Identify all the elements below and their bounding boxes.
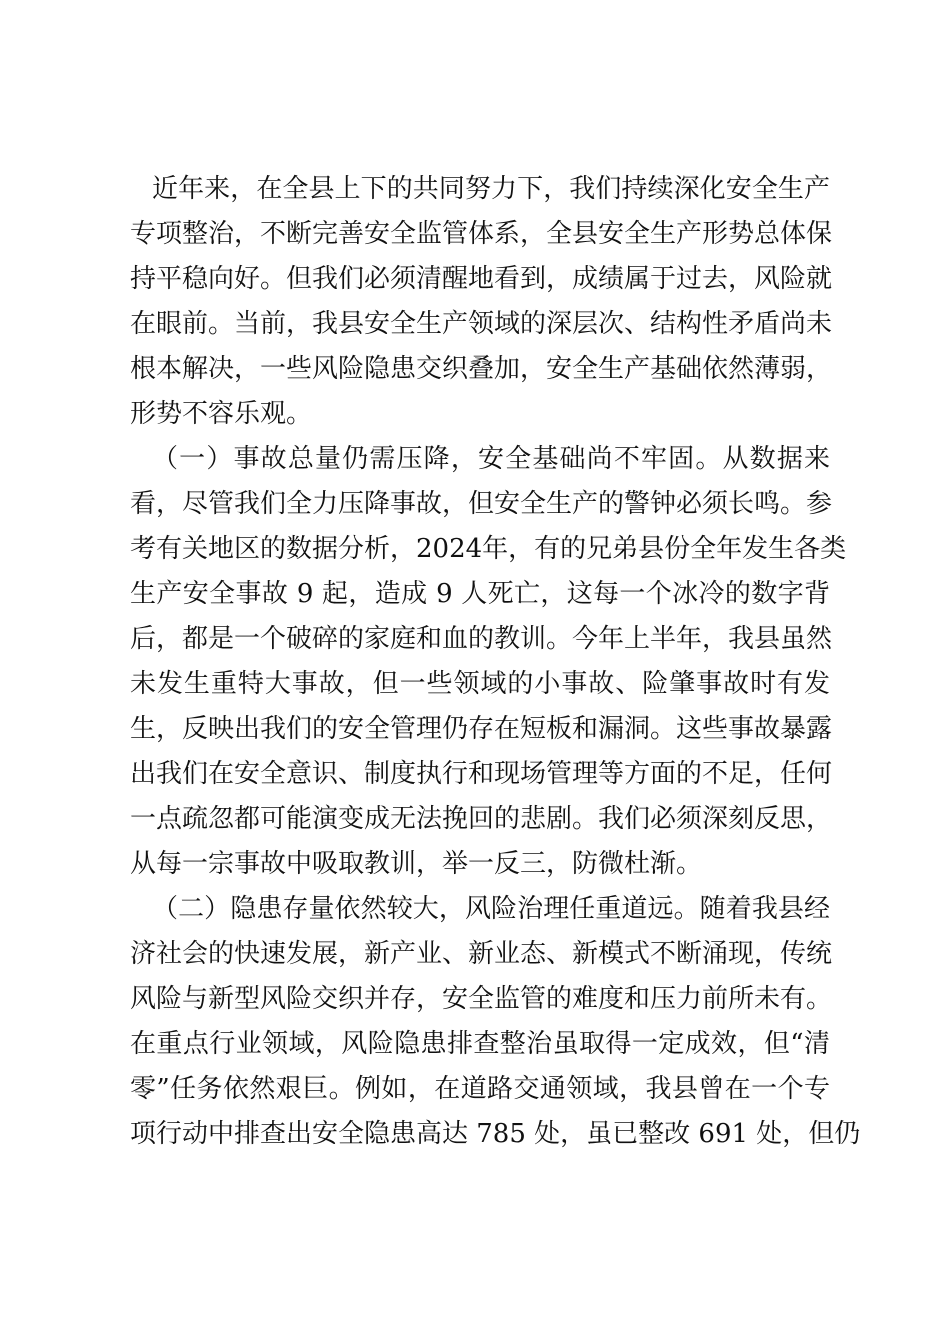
text-line: 风险与新型风险交织并存，安全监管的难度和压力前所未有。 [130, 984, 833, 1014]
paragraph [130, 167, 833, 437]
text-line: （一）事故总量仍需压降，安全基础尚不牢固。从数据来 [152, 444, 830, 474]
text-line: 在重点行业领域，风险隐患排查整治虽取得一定成效，但“清 [130, 1029, 830, 1059]
paragraph [130, 437, 847, 887]
text-line: 济社会的快速发展，新产业、新业态、新模式不断涌现，传统 [130, 939, 833, 969]
text-line: 未发生重特大事故，但一些领域的小事故、险肇事故时有发 [130, 669, 830, 699]
text-line: 专项整治，不断完善安全监管体系，全县安全生产形势总体保 [130, 219, 833, 249]
text-line: 根本解决，一些风险隐患交织叠加，安全生产基础依然薄弱， [130, 354, 833, 384]
text-line: 零”任务依然艰巨。例如，在道路交通领域，我县曾在一个专 [130, 1074, 830, 1104]
text-line: 一点疏忽都可能演变成无法挽回的悲剧。我们必须深刻反思， [130, 804, 833, 834]
text-line: 形势不容乐观。 [130, 399, 313, 429]
text-line: 从每一宗事故中吸取教训，举一反三，防微杜渐。 [130, 849, 703, 879]
document-page [130, 167, 861, 1157]
text-line: 在眼前。当前，我县安全生产领域的深层次、结构性矛盾尚未 [130, 309, 833, 339]
text-line: 项行动中排查出安全隐患高达 785 处，虽已整改 691 处，但仍 [130, 1119, 861, 1149]
paragraph [130, 887, 861, 1157]
text-line: 生产安全事故 9 起，造成 9 人死亡，这每一个冰冷的数字背 [130, 579, 830, 609]
text-line: （二）隐患存量依然较大，风险治理任重道远。随着我县经 [152, 894, 830, 924]
text-line: 后，都是一个破碎的家庭和血的教训。今年上半年，我县虽然 [130, 624, 833, 654]
text-line: 生，反映出我们的安全管理仍存在短板和漏洞。这些事故暴露 [130, 714, 833, 744]
text-line: 考有关地区的数据分析，2024年，有的兄弟县份全年发生各类 [130, 534, 847, 564]
text-line: 出我们在安全意识、制度执行和现场管理等方面的不足，任何 [130, 759, 833, 789]
text-line: 近年来，在全县上下的共同努力下，我们持续深化安全生产 [152, 174, 830, 204]
text-line: 看，尽管我们全力压降事故，但安全生产的警钟必须长鸣。参 [130, 489, 833, 519]
text-line: 持平稳向好。但我们必须清醒地看到，成绩属于过去，风险就 [130, 264, 833, 294]
